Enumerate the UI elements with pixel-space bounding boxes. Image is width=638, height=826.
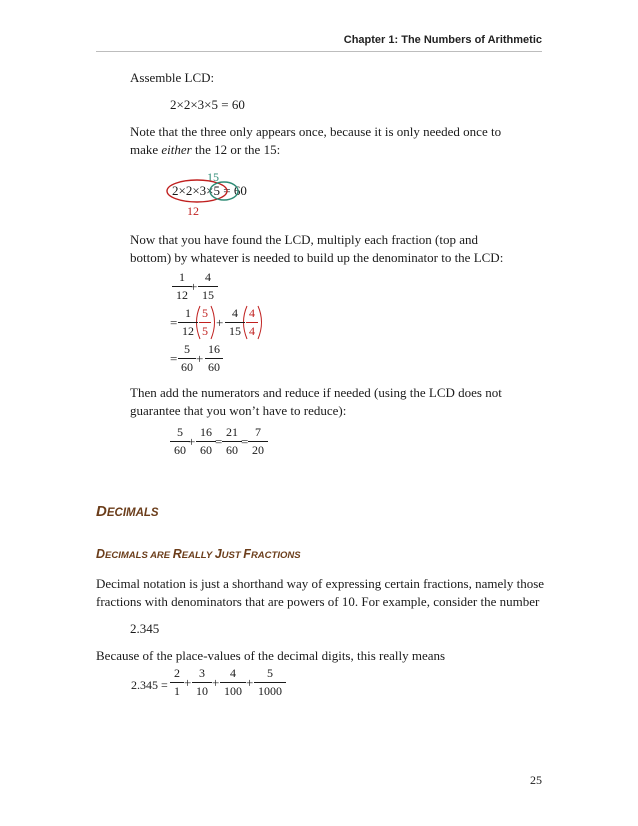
lcd-product: 2×2×3×5 = 60 [170,97,245,112]
page-number: 25 [530,773,542,787]
fraction-21-60: $\frac{21}{60}$ [222,426,242,457]
plus-sign: + [184,675,192,690]
label-12: 12 [187,204,199,218]
circled-product: 2×2×3×5 = 60 [172,183,247,198]
fraction-7-20: $\frac{7}{20}$ [248,426,268,457]
equals-sign: = [215,434,223,449]
plus-sign: + [188,434,196,449]
assemble-lcd-label: Assemble LCD: [130,70,215,85]
paren-right-2 [258,306,262,339]
add-line-2: guarantee that you won’t have to reduce): [130,403,347,418]
because-line: Because of the place-values of the decimal digits, this really means [96,648,446,663]
fraction-4-15: $\frac{4}{15}$ [198,271,218,302]
equals-sign: = [170,315,178,330]
build-line-2: bottom) by whatever is needed to build up the denominator to the LCD: [130,250,504,265]
fraction-2-1: $\frac{2}{1}$ [170,667,184,698]
expansion-lhs: 2.345 = [131,678,168,692]
decimal-para-line-1: Decimal notation is just a shorthand way of expressing certain fractions, namely those [96,576,545,591]
note-line-1: Note that the three only appears once, because it is only needed once to [130,124,502,139]
equals-sign: = [241,434,249,449]
note-line-2: make either the 12 or the 15: [130,142,281,157]
fraction-16-60: $\frac{16}{60}$ [205,343,223,374]
decimal-para-line-2: fractions with denominators that are powers of 10. For example, consider the number [96,594,540,609]
paren-right-1 [211,306,215,339]
label-15: 15 [207,170,219,184]
plus-sign: + [246,675,254,690]
section-heading-decimals: DECIMALS [96,503,159,520]
fraction-4-100: $\frac{4}{100}$ [220,667,246,698]
build-line-1: Now that you have found the LCD, multiply each fraction (top and [130,232,479,247]
subsection-heading: DECIMALS ARE REALLY JUST FRACTIONS [96,547,301,561]
fraction-5-60: $\frac{5}{60}$ [170,426,190,457]
plus-sign: + [216,315,224,330]
plus-sign: + [212,675,220,690]
fraction-4-15: $\frac{4}{15}$ [225,307,245,338]
plus-sign: + [190,279,198,294]
circle-15 [210,182,238,200]
fraction-5-60: $\frac{5}{60}$ [178,343,196,374]
multiplier-5-5: $\frac{5}{5}$ [199,307,211,338]
fraction-5-1000: $\frac{5}{1000}$ [254,667,286,698]
plus-sign: + [196,351,204,366]
fraction-1-12: $\frac{1}{12}$ [172,271,192,302]
add-line-1: Then add the numerators and reduce if needed (using the LCD does not [130,385,502,400]
example-number: 2.345 [130,621,160,636]
fraction-1-12: $\frac{1}{12}$ [178,307,198,338]
multiplier-4-4: $\frac{4}{4}$ [246,307,258,338]
equals-sign: = [170,351,178,366]
fraction-3-10: $\frac{3}{10}$ [192,667,212,698]
chapter-header: Chapter 1: The Numbers of Arithmetic [343,34,542,46]
fraction-16-60: $\frac{16}{60}$ [196,426,216,457]
